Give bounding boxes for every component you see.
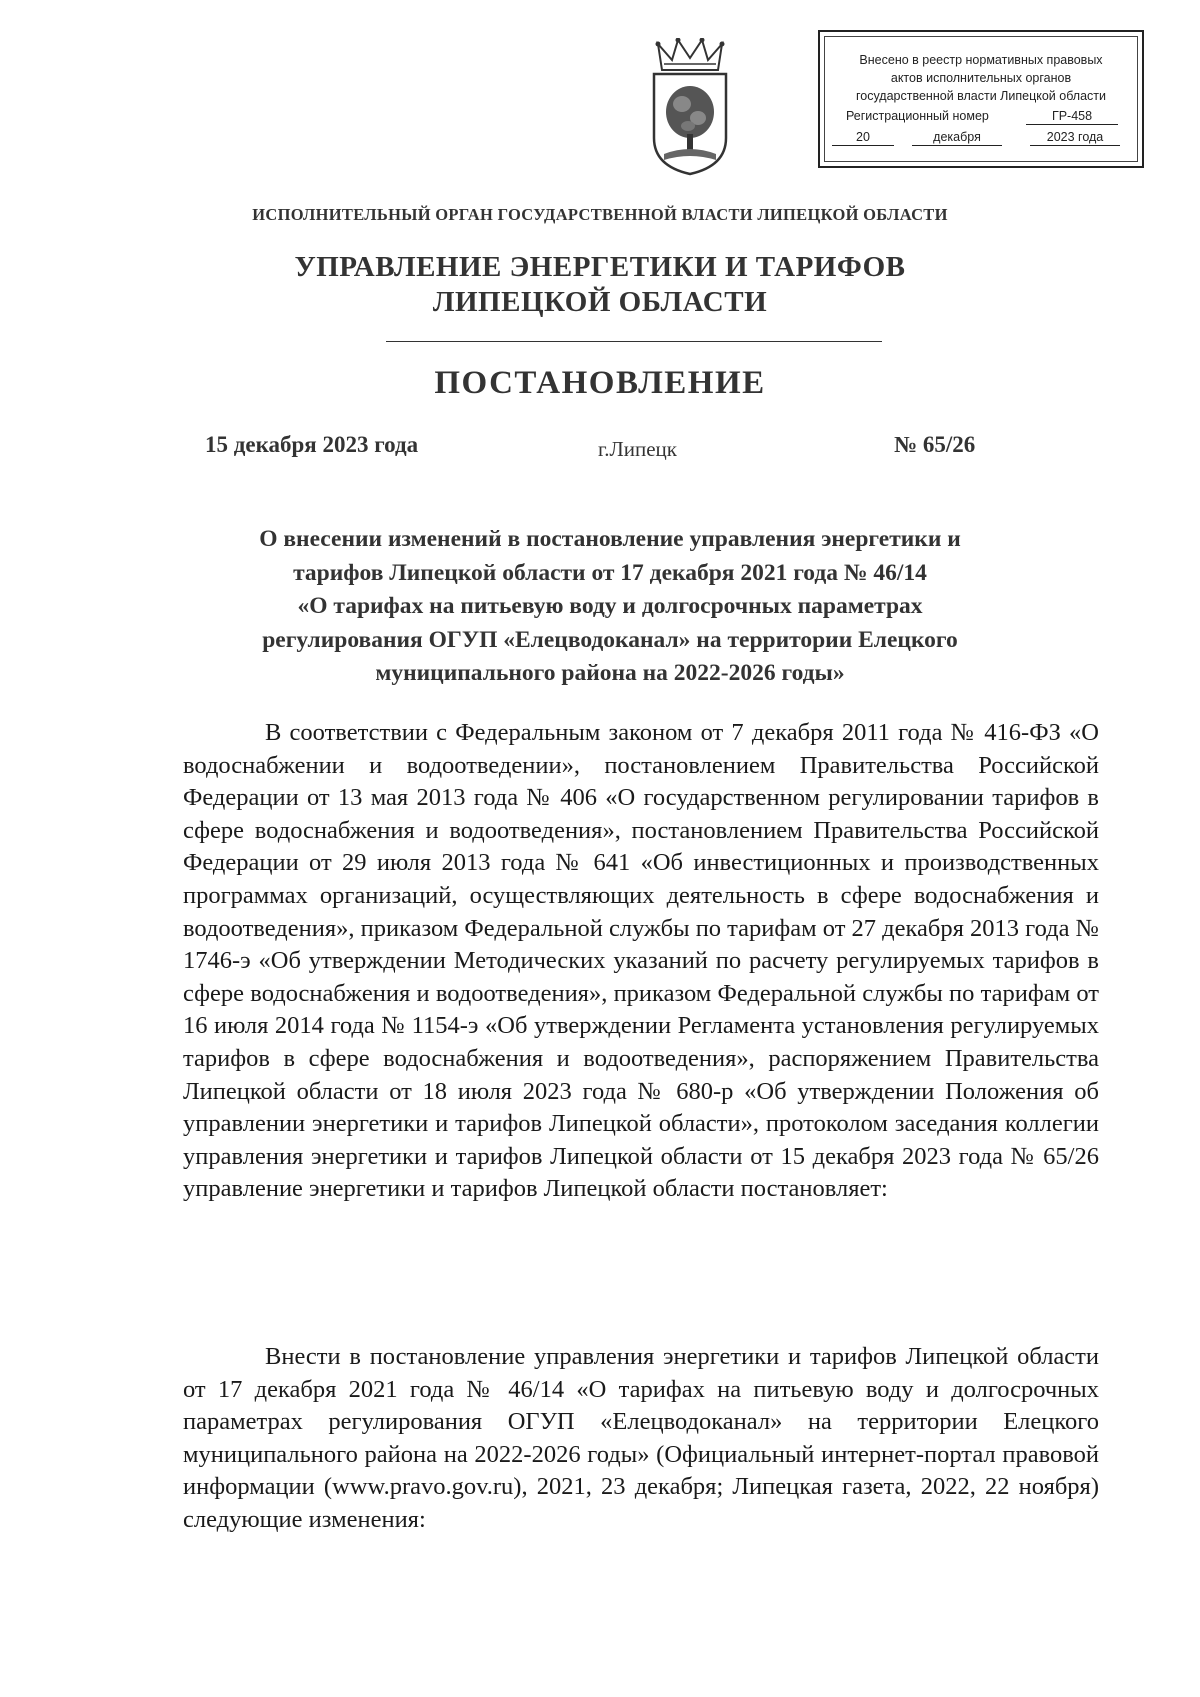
header-divider (386, 341, 882, 342)
subject-line: «О тарифах на питьевую воду и долгосрочных параметрах (297, 593, 923, 619)
government-body-line: ИСПОЛНИТЕЛЬНЫЙ ОРГАН ГОСУДАРСТВЕННОЙ ВЛАСТИ ЛИПЕЦКОЙ ОБЛАСТИ (252, 205, 948, 224)
document-date: 15 декабря 2023 года (205, 432, 419, 457)
registry-stamp (818, 30, 1144, 168)
registry-number-value: ГР-458 (1026, 108, 1118, 125)
body-paragraph-preamble: В соответствии с Федеральным законом от 7 декабря 2011 года № 416-ФЗ «О водоснабжении и водоотведении», постановлением Правительства Российской Федерации от 13 мая 2013 года № 406 «О государственном регулировании тарифов в сфере водоснабжения и водоотведения», постановлением Правительства Российской Федерации от 29 июля 2013 года № 641 «Об инвестиционных и производственных программах организаций, осуществляющих деятельность в сфере водоснабжения и водоотведения», приказом Федеральной службы по тарифам от 27 декабря 2013 года № 1746-э «Об утверждении Методических указаний по расчету регулируемых тарифов в сфере водоснабжения и водоотведения», приказом Федеральной службы по тарифам от 16 июля 2014 года № 1154-э «Об утверждении Регламента установления регулируемых тарифов в сфере водоснабжения и водоотведения», распоряжением Правительства Липецкой области от 18 июля 2023 года № 680-р «Об утверждении Положения об управлении энергетики и тарифов Липецкой области», протоколом заседания коллегии управления энергетики и тарифов Липецкой области от 15 декабря 2023 года № 65/26 управление энергетики и тарифов Липецкой области постановляет: (183, 719, 1099, 1203)
subject-line: О внесении изменений в постановление управления энергетики и (259, 526, 961, 552)
registry-stamp-line: актов исполнительных органов (890, 71, 1072, 85)
registry-stamp-line: государственной власти Липецкой области (855, 89, 1107, 103)
registry-number-row (820, 108, 1142, 126)
registry-number-label: Регистрационный номер (846, 109, 989, 123)
registry-date-month: декабря (912, 129, 1002, 146)
registry-stamp-line: Внесено в реестр нормативных правовых (859, 53, 1103, 67)
document-number: № 65/26 (894, 432, 976, 457)
registry-date-day: 20 (832, 129, 894, 146)
document-city: г.Липецк (598, 437, 677, 461)
registry-date-year: 2023 года (1030, 129, 1120, 146)
organization-title-line: ЛИПЕЦКОЙ ОБЛАСТИ (432, 286, 768, 318)
subject-line: регулирования ОГУП «Елецводоканал» на территории Елецкого (262, 626, 958, 653)
document-type-title: ПОСТАНОВЛЕНИЕ (434, 365, 766, 401)
organization-title-line: УПРАВЛЕНИЕ ЭНЕРГЕТИКИ И ТАРИФОВ (294, 251, 906, 283)
subject-line: муниципального района на 2022-2026 годы» (375, 660, 845, 686)
body-paragraph-resolution: Внести в постановление управления энергетики и тарифов Липецкой области от 17 декабря 2021 года № 46/14 «О тарифах на питьевую воду и долгосрочных параметрах регулирования ОГУП «Елецводоканал» на территории Елецкого муниципального района на 2022-2026 годы» (Официальный интернет-портал правовой информации (www.pravo.gov.ru), 2021, 23 декабря; Липецкая газета, 2022, 22 ноября) следующие изменения: (183, 1343, 1099, 1533)
document-subject (150, 523, 1070, 691)
lipetsk-coat-of-arms-emblem (642, 38, 738, 178)
subject-line: тарифов Липецкой области от 17 декабря 2021 года № 46/14 (293, 559, 927, 586)
organization-title (0, 250, 1200, 320)
registry-date-row (820, 129, 1142, 147)
